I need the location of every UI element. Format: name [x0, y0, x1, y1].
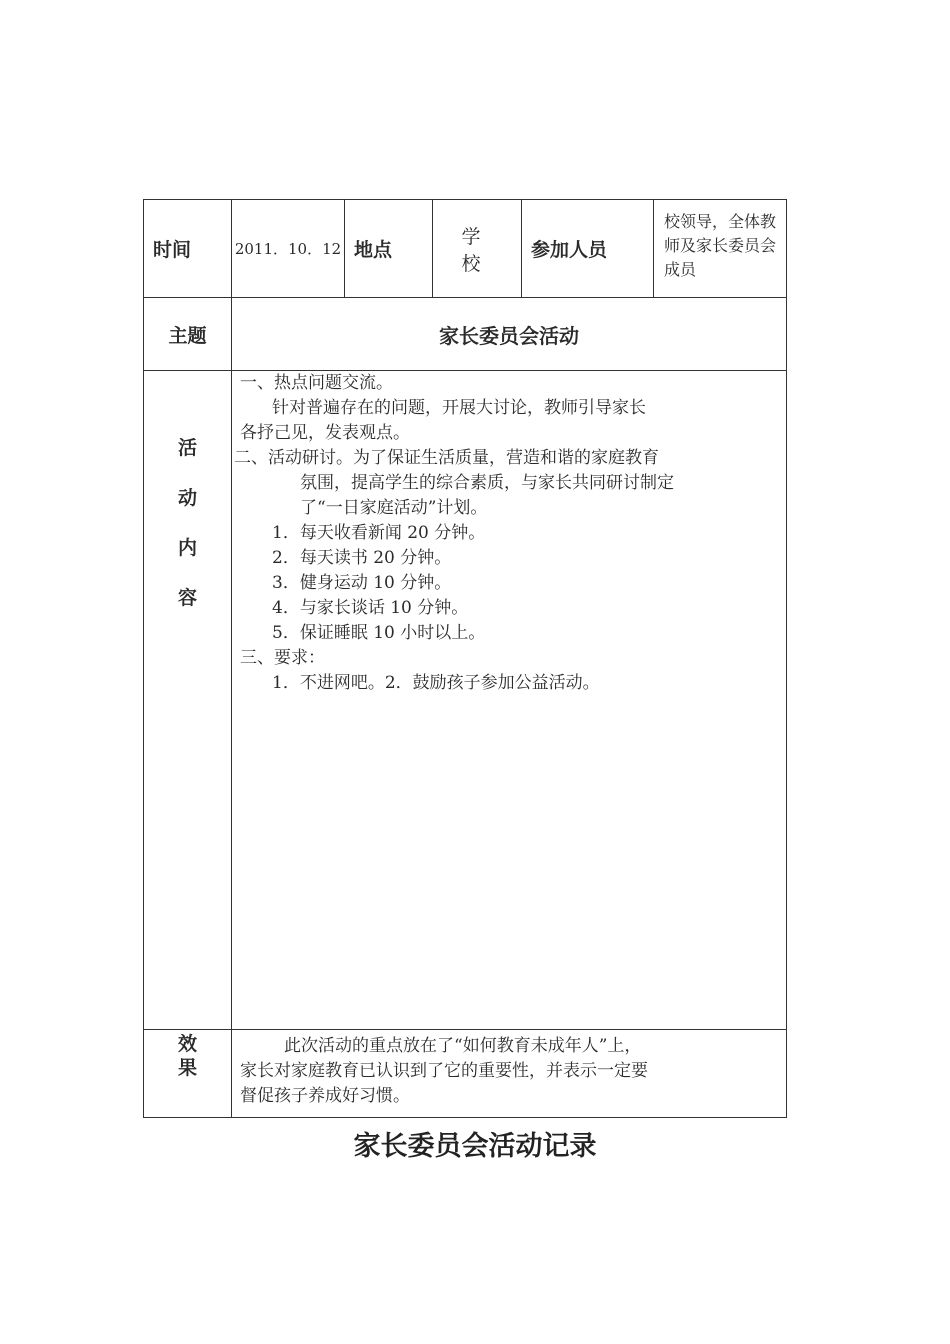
section3-heading: 三、要求： — [240, 648, 325, 668]
content-label — [144, 371, 232, 1030]
section1-heading: 一、热点问题交流。 — [240, 373, 393, 393]
section1-body: 各抒己见，发表观点。 — [240, 423, 410, 443]
place-label: 地点 — [345, 200, 433, 298]
content-label-char: 动 — [177, 487, 197, 509]
place-value: 学校 — [433, 200, 522, 298]
content-body — [232, 371, 787, 1030]
section3-body: 1．不进网吧。2．鼓励孩子参加公益活动。 — [272, 673, 600, 693]
effect-label-char: 果 — [177, 1057, 197, 1079]
effect-label-char: 效 — [177, 1033, 197, 1055]
document-title: 家长委员会活动记录 — [353, 1131, 597, 1162]
effect-text: 督促孩子养成好习惯。 — [240, 1086, 410, 1106]
topic-row — [144, 298, 787, 371]
plan-item: 2．每天读书 20 分钟。 — [272, 548, 452, 568]
effect-row — [144, 1030, 787, 1118]
plan-item: 4．与家长谈话 10 分钟。 — [272, 598, 469, 618]
participants-label: 参加人员 — [522, 200, 654, 298]
time-label: 时间 — [144, 200, 232, 298]
plan-item: 1．每天收看新闻 20 分钟。 — [272, 523, 486, 543]
effect-text: 家长对家庭教育已认识到了它的重要性，并表示一定要 — [240, 1061, 648, 1081]
content-label-char: 容 — [177, 587, 197, 609]
plan-item: 5．保证睡眠 10 小时以上。 — [272, 623, 486, 643]
content-label-char: 活 — [177, 437, 197, 459]
effect-text: 此次活动的重点放在了“如何教育未成年人”上， — [284, 1036, 642, 1056]
content-label-char: 内 — [177, 537, 197, 559]
plan-item: 3．健身运动 10 分钟。 — [272, 573, 452, 593]
activity-record-table — [143, 199, 787, 1118]
content-row — [144, 371, 787, 1030]
header-row — [144, 200, 787, 298]
section2-body: 氛围，提高学生的综合素质，与家长共同研讨制定 — [300, 473, 674, 493]
effect-label — [144, 1030, 232, 1118]
time-value: 2011．10．12 — [232, 200, 345, 298]
topic-value: 家长委员会活动 — [232, 298, 787, 371]
section1-body: 针对普遍存在的问题，开展大讨论，教师引导家长 — [272, 398, 646, 418]
section2-body: 了“一日家庭活动”计划。 — [300, 498, 488, 518]
topic-label: 主题 — [144, 298, 232, 371]
participants-value: 校领导，全体教师及家长委员会成员 — [654, 200, 787, 298]
section2-heading: 二、活动研讨。为了保证生活质量，营造和谐的家庭教育 — [234, 448, 659, 468]
effect-body — [232, 1030, 787, 1118]
